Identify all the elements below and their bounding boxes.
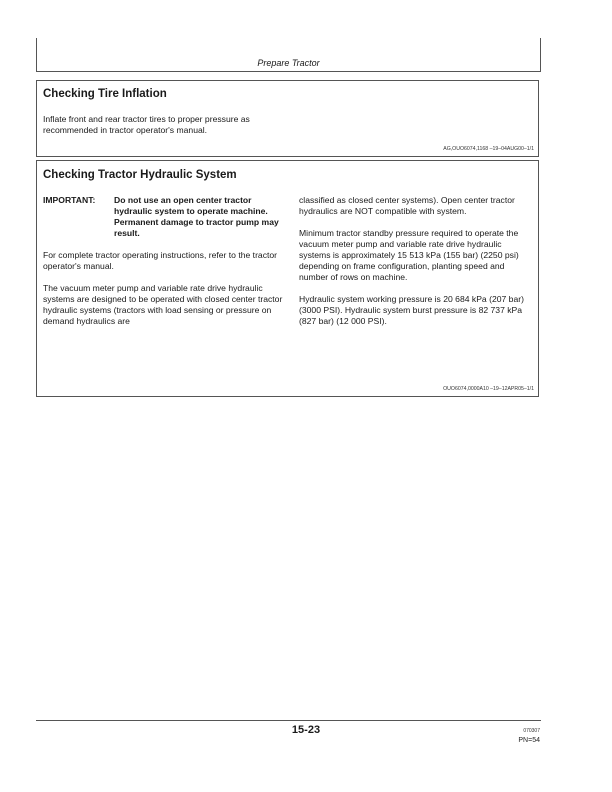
paragraph: Hydraulic system working pressure is 20 684 kPa (207 bar) (3000 PSI). Hydraulic system burst pressure is 82 737 kPa (827 bar) (12 000 PSI).	[299, 294, 524, 326]
tire-inflation-box	[36, 80, 539, 157]
hydraulic-system-ref: OUO6074,0000A10 –19–12APR05–1/1	[443, 386, 534, 392]
important-text: Do not use an open center tractor hydraulic system to operate machine. Permanent damage to tractor pump may result.	[114, 195, 279, 238]
paragraph: Minimum tractor standby pressure required to operate the vacuum meter pump and variable rate drive hydraulic systems is approximately 15 513 kPa (155 bar) (2250 psi) depending on frame configuration, planting speed and number of rows on machine.	[299, 228, 519, 282]
important-label: IMPORTANT:	[43, 195, 96, 205]
footer-rule	[36, 720, 541, 721]
paragraph: classified as closed center systems). Open center tractor hydraulics are NOT compatible with system.	[299, 195, 515, 216]
date-code: 070307	[523, 728, 540, 734]
section-header: Prepare Tractor	[36, 57, 541, 72]
paragraph: For complete tractor operating instructions, refer to the tractor operator's manual.	[43, 250, 278, 271]
paragraph: The vacuum meter pump and variable rate drive hydraulic systems are designed to be operated with closed center tractor hydraulic systems (tractors with load sensing or pressure on demand hydraulics are	[43, 283, 283, 326]
pn-label: PN=54	[518, 737, 540, 744]
tire-inflation-text: Inflate front and rear tractor tires to proper pressure as recommended in tractor operator's manual.	[43, 114, 250, 135]
tire-inflation-title: Checking Tire Inflation	[43, 88, 167, 100]
right-column	[299, 195, 534, 338]
important-notice	[43, 195, 293, 239]
hydraulic-system-box	[36, 160, 539, 397]
tire-inflation-ref: AG,OUO6074,1168 –19–04AUG00–1/1	[443, 146, 534, 152]
hydraulic-system-title: Checking Tractor Hydraulic System	[43, 169, 237, 181]
page-number: 15-23	[291, 724, 321, 736]
left-column	[43, 195, 293, 338]
